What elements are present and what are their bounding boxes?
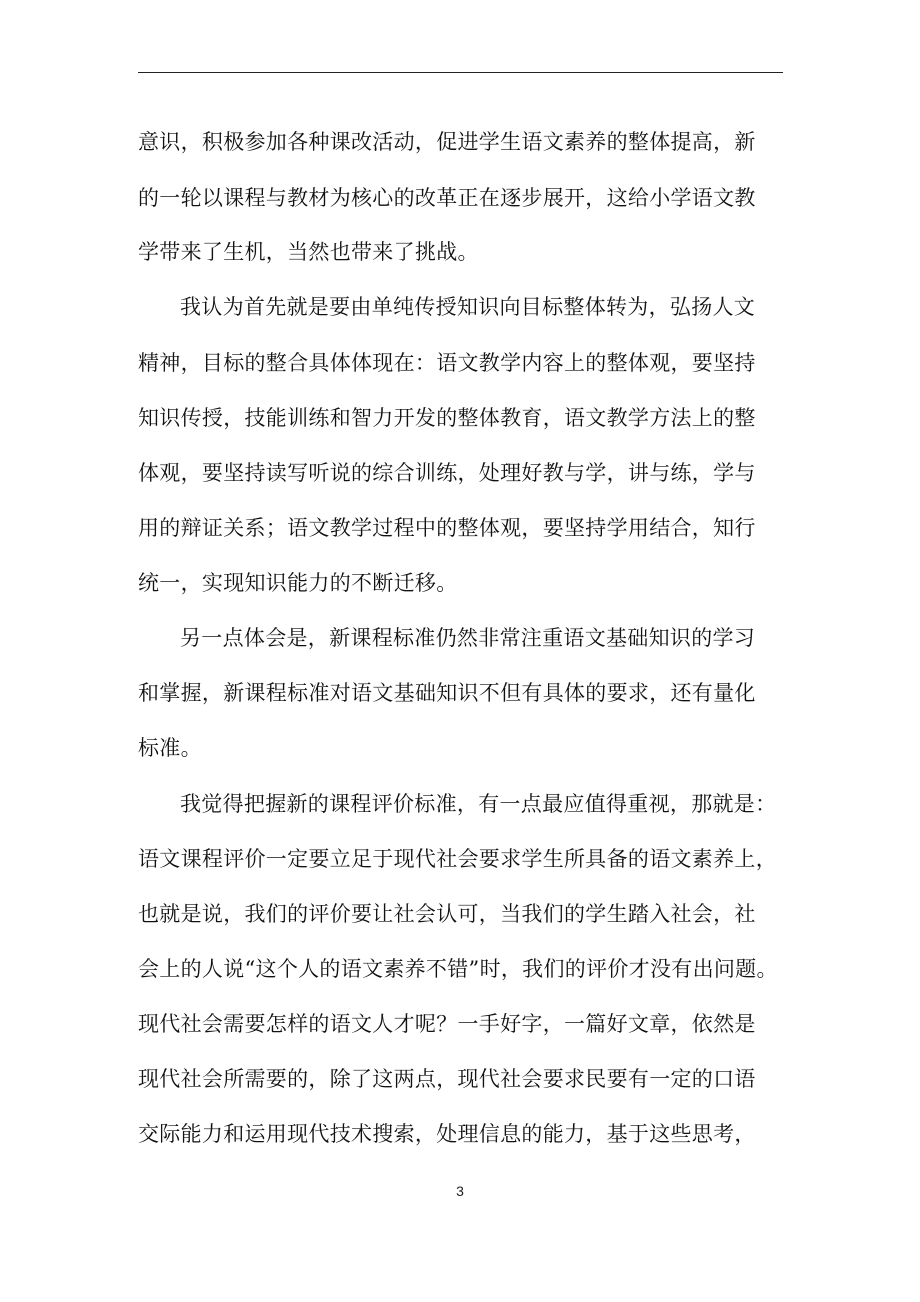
text-line: 现代社会所需要的，除了这两点，现代社会要求民要有一定的口语	[138, 1067, 756, 1091]
text-line: 我觉得把握新的课程评价标准，有一点最应值得重视，那就是：	[180, 792, 777, 816]
text-line: 精神，目标的整合具体体现在：语文教学内容上的整体观，要坚持	[138, 351, 756, 375]
text-line: 体观，要坚持读写听说的综合训练，处理好教与学，讲与练，学与	[138, 461, 756, 485]
header-rule	[138, 72, 783, 73]
text-line: 也就是说，我们的评价要让社会认可，当我们的学生踏入社会，社	[138, 902, 756, 926]
text-line: 的一轮以课程与教材为核心的改革正在逐步展开，这给小学语文教	[138, 186, 756, 210]
text-line: 现代社会需要怎样的语文人才呢？一手好字，一篇好文章，依然是	[138, 1012, 756, 1036]
text-line: 统一，实现知识能力的不断迁移。	[138, 571, 458, 595]
text-line: 另一点体会是，新课程标准仍然非常注重语文基础知识的学习	[180, 626, 756, 650]
text-line: 语文课程评价一定要立足于现代社会要求学生所具备的语文素养上，	[138, 847, 777, 871]
text-line: 用的辩证关系；语文教学过程中的整体观，要坚持学用结合，知行	[138, 516, 756, 540]
text-line: 知识传授，技能训练和智力开发的整体教育，语文教学方法上的整	[138, 406, 756, 430]
page-number: 3	[456, 1183, 464, 1199]
text-line: 学带来了生机，当然也带来了挑战。	[138, 240, 479, 264]
text-line: 标准。	[138, 736, 202, 760]
text-line: 交际能力和运用现代技术搜索，处理信息的能力，基于这些思考，	[138, 1122, 756, 1146]
text-line: 意识，积极参加各种课改活动，促进学生语文素养的整体提高，新	[138, 130, 756, 154]
text-line: 我认为首先就是要由单纯传授知识向目标整体转为，弘扬人文	[180, 295, 756, 319]
text-line: 和掌握，新课程标准对语文基础知识不但有具体的要求，还有量化	[138, 681, 756, 705]
text-line: 会上的人说“这个人的语文素养不错”时，我们的评价才没有出问题。	[138, 957, 778, 981]
